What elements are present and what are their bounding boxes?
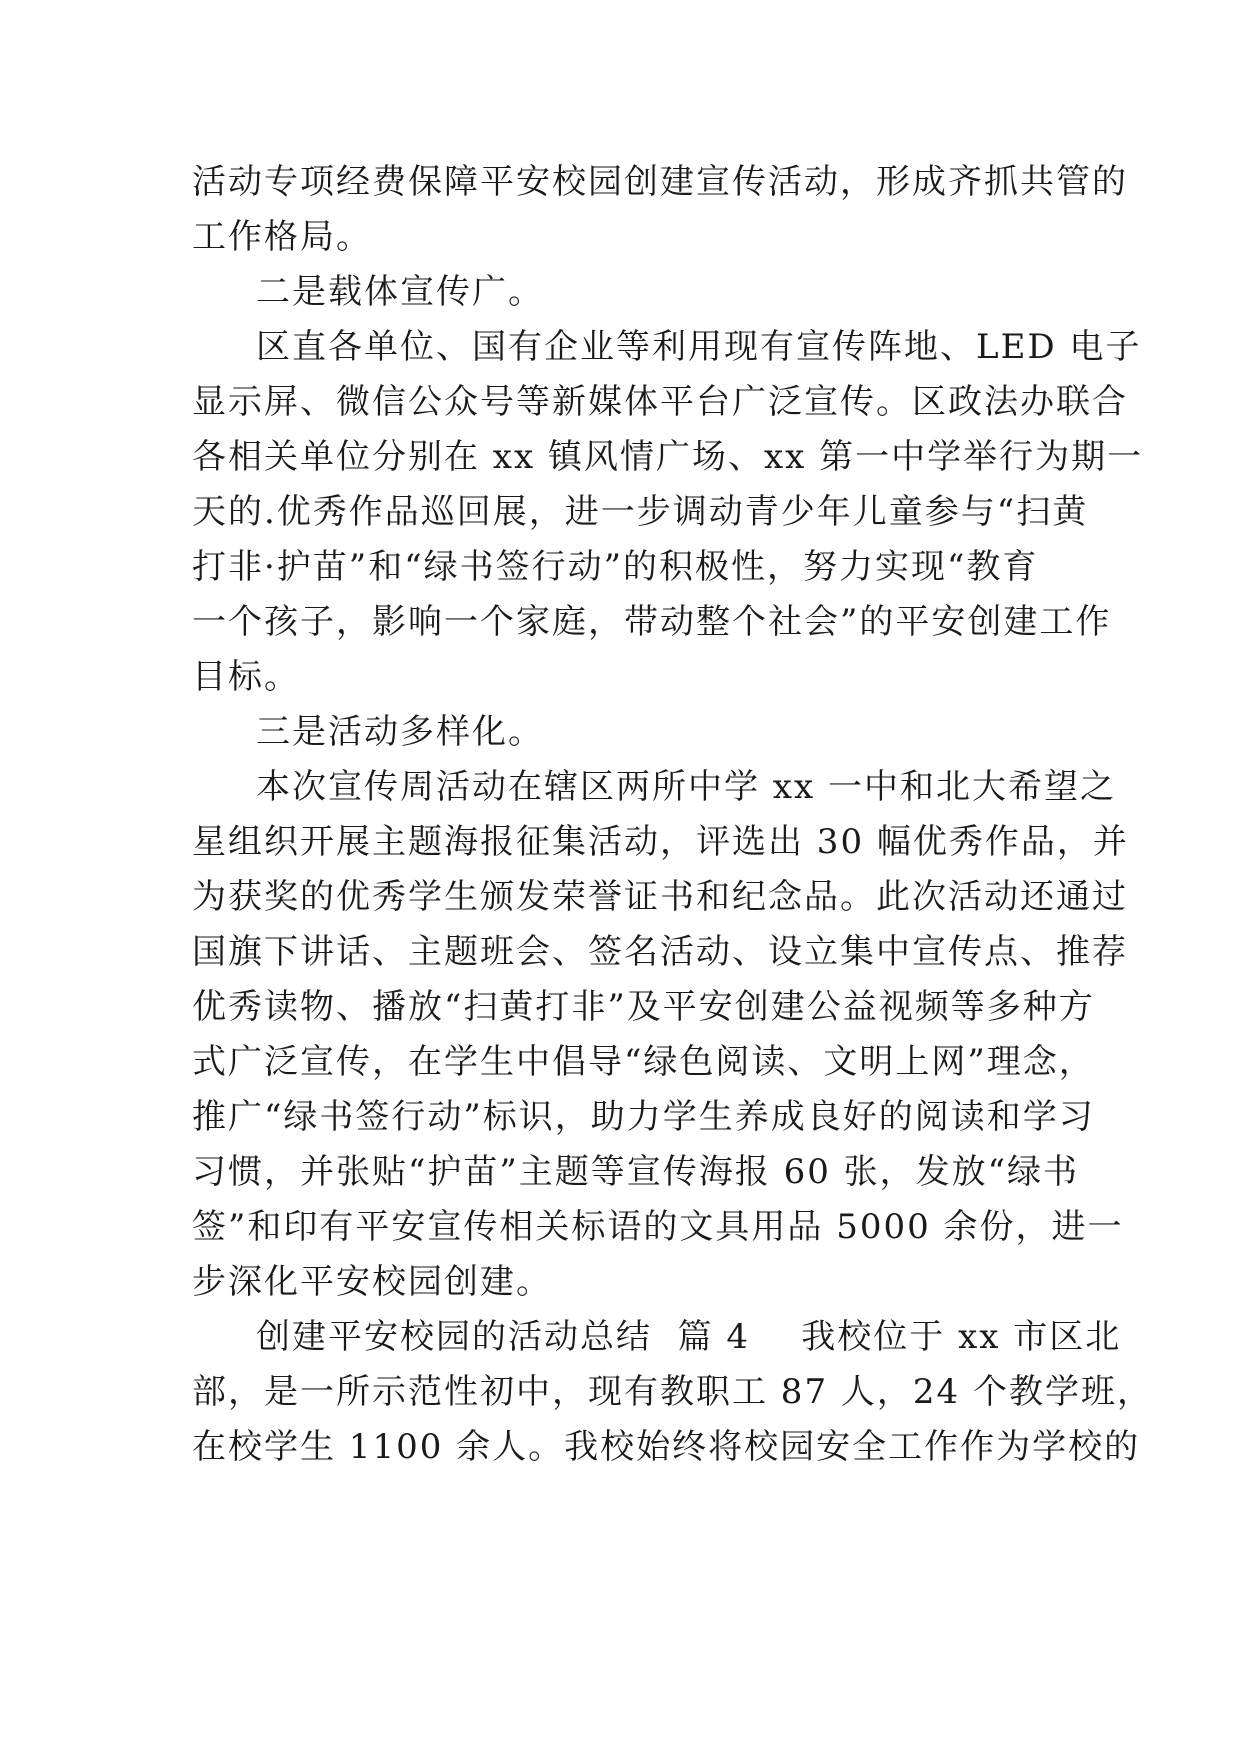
text-line: 国旗下讲话、主题班会、签名活动、设立集中宣传点、推荐: [192, 932, 1128, 972]
text-line: 优秀读物、播放“扫黄打非”及平安创建公益视频等多种方: [192, 987, 1095, 1027]
text-line: 推广“绿书签行动”标识，助力学生养成良好的阅读和学习: [192, 1097, 1095, 1137]
text-line: 在校学生 1100 余人。我校始终将校园安全工作作为学校的: [192, 1427, 1141, 1467]
text-line: 为获奖的优秀学生颁发荣誉证书和纪念品。此次活动还通过: [192, 877, 1128, 917]
document-body: [192, 155, 1153, 1475]
text-line: 部，是一所示范性初中，现有教职工 87 人，24 个教学班，: [192, 1372, 1153, 1412]
text-line: 工作格局。: [192, 217, 372, 257]
text-line: 打非·护苗”和“绿书签行动”的积极性，努力实现“教育: [192, 547, 1039, 587]
text-line: 区直各单位、国有企业等利用现有宣传阵地、LED 电子: [256, 327, 1142, 367]
text-line: 式广泛宣传，在学生中倡导“绿色阅读、文明上网”理念，: [192, 1042, 1095, 1082]
text-line: 签”和印有平安宣传相关标语的文具用品 5000 余份，进一: [192, 1207, 1124, 1247]
text-line: 创建平安校园的活动总结 篇 4 我校位于 xx 市区北: [256, 1317, 1122, 1357]
text-line: 天的.优秀作品巡回展，进一步调动青少年儿童参与“扫黄: [192, 492, 1089, 532]
text-line: 本次宣传周活动在辖区两所中学 xx 一中和北大希望之: [256, 767, 1116, 807]
section-heading: 二是载体宣传广。: [256, 272, 544, 312]
text-line: 目标。: [192, 657, 300, 697]
text-line: 显示屏、微信公众号等新媒体平台广泛宣传。区政法办联合: [192, 382, 1128, 422]
text-line: 习惯，并张贴“护苗”主题等宣传海报 60 张，发放“绿书: [192, 1152, 1080, 1192]
section-heading: 三是活动多样化。: [256, 712, 544, 752]
text-line: 各相关单位分别在 xx 镇风情广场、xx 第一中学举行为期一: [192, 437, 1144, 477]
text-line: 一个孩子，影响一个家庭，带动整个社会”的平安创建工作: [192, 602, 1112, 642]
text-line: 星组织开展主题海报征集活动，评选出 30 幅优秀作品，并: [192, 822, 1129, 862]
text-line: 活动专项经费保障平安校园创建宣传活动，形成齐抓共管的: [192, 162, 1128, 202]
text-line: 步深化平安校园创建。: [192, 1262, 552, 1302]
